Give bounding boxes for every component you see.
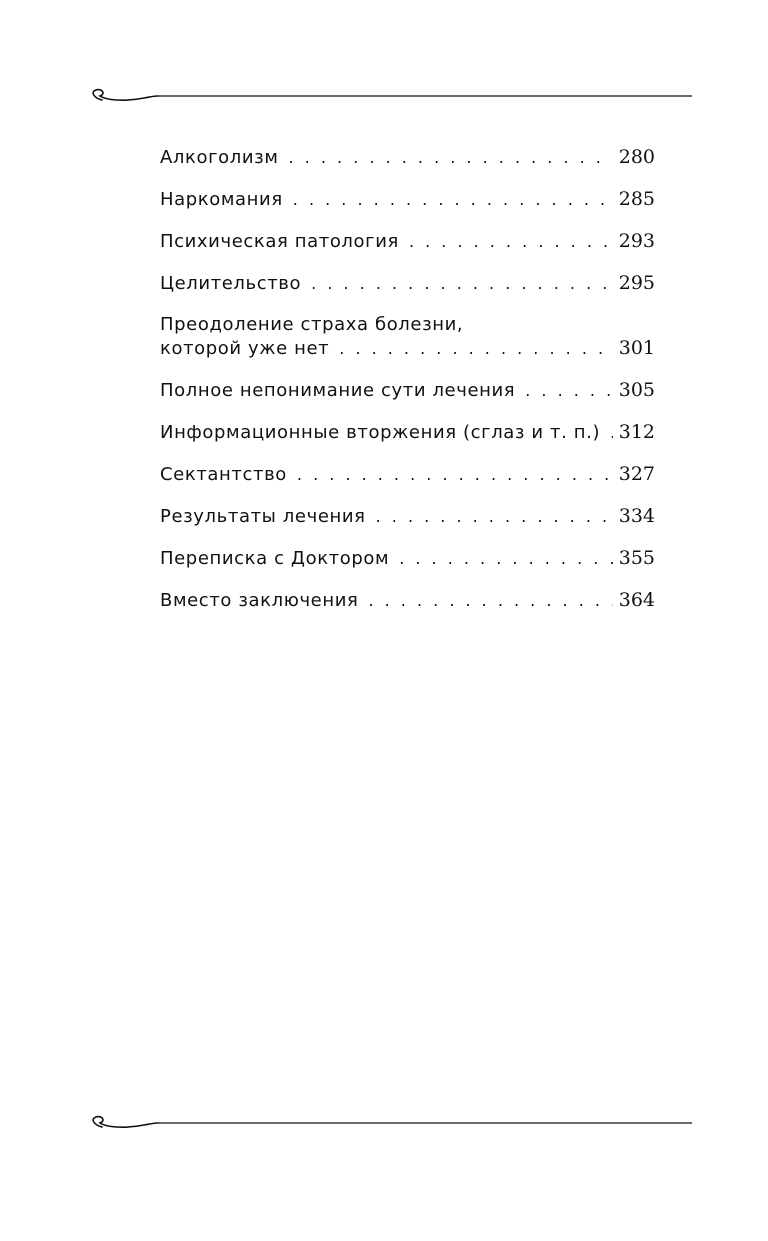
toc-entry-page: 295 [618,272,655,294]
toc-entry-page: 334 [618,505,655,527]
toc-entry-title: Полное непонимание сути лечения [160,380,516,401]
toc-entry-title: Целительство [160,273,302,294]
toc-entry-multiline[interactable] [160,314,655,360]
toc-entry-page: 285 [618,188,655,210]
toc-entry-page: 301 [618,337,655,359]
toc-entry-page: 355 [618,547,655,569]
toc-entry-title: Результаты лечения [160,506,366,527]
toc-leader-dots [293,189,613,211]
toc-entry-page: 280 [618,146,655,168]
toc-leader-dots [368,590,612,612]
toc-leader-dots [297,464,613,486]
toc-entry[interactable] [160,272,655,295]
toc-leader-dots [311,273,613,295]
bottom-ornament-rule [84,1113,694,1137]
toc-entry-page: 327 [618,463,655,485]
toc-entry-page: 305 [618,379,655,401]
toc-entry-title: которой уже нет [160,338,330,359]
toc-leader-dots [525,380,613,402]
toc-entry[interactable] [160,379,655,402]
toc-leader-dots [339,338,613,360]
toc-entry[interactable] [160,146,655,169]
toc-entry[interactable] [160,547,655,570]
toc-entry-page: 293 [618,230,655,252]
toc-entry-line2 [160,337,655,360]
toc-entry-title-line1: Преодоление страха болезни, [160,314,464,335]
toc-entry[interactable] [160,421,655,444]
toc-leader-dots [376,506,613,528]
toc-entry[interactable] [160,463,655,486]
top-ornament-rule [84,86,694,110]
toc-entry-title: Переписка с Доктором [160,548,390,569]
toc-entry[interactable] [160,589,655,612]
toc-entry[interactable] [160,188,655,211]
toc-entry-title: Психическая патология [160,231,399,252]
toc-entry[interactable] [160,505,655,528]
toc-entry[interactable] [160,230,655,253]
toc-entry-title: Сектантство [160,464,287,485]
toc-entry-title: Алкоголизм [160,147,279,168]
toc-leader-dots [399,548,613,570]
toc-entry-title: Наркомания [160,189,283,210]
toc-entry-page: 364 [618,589,655,611]
toc-entry-title: Вместо заключения [160,590,359,611]
toc-leader-dots [610,422,613,444]
toc-entry-title: Информационные вторжения (сглаз и т. п.) [160,422,601,443]
toc-leader-dots [409,231,613,253]
table-of-contents [160,146,655,631]
toc-leader-dots [289,147,613,169]
toc-entry-page: 312 [618,421,655,443]
